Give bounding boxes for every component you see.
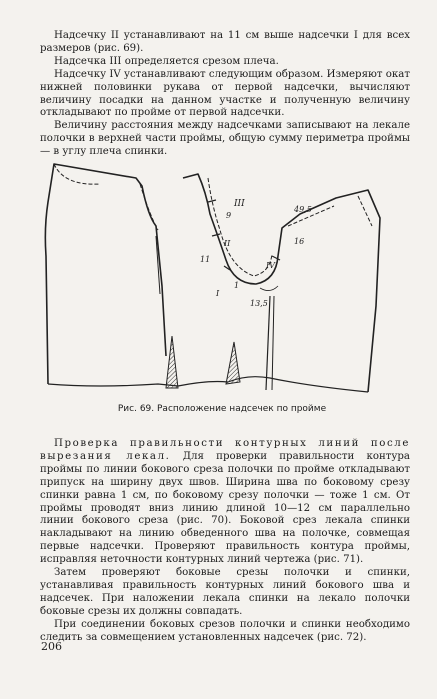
front-neck-seam [358, 196, 372, 226]
notch-iii [208, 200, 216, 202]
back-neck-seam [54, 164, 100, 184]
dart-right [226, 342, 240, 384]
front-armhole-seam [208, 178, 272, 276]
paragraph: Затем проверяют боковые срезы полочки и спинки, устанавливая правильность контурных линий бокового шва и надсечек. При наложении лекала спинки на лекало полочки боковые срезы их должны совпадать. [40, 567, 410, 617]
section-heading: Проверка правильности контурных линий после вырезания лекал. [40, 438, 410, 462]
label-9: 9 [226, 211, 232, 220]
label-iii: III [234, 199, 245, 209]
figure-69-pattern-drawing [38, 156, 410, 400]
bottom-text-block [40, 438, 410, 645]
side-line-2 [272, 296, 274, 390]
side-line [266, 296, 270, 390]
dart-left [166, 336, 178, 388]
label-16: 16 [294, 237, 305, 246]
hem-line [48, 377, 368, 392]
paragraph: При соединении боковых срезов полочки и спинки необходимо следить за совмещением установленных надсечек (рис. 72). [40, 618, 410, 643]
back-piece-outline [45, 164, 166, 384]
page-number: 206 [41, 640, 62, 653]
label-iv: IV [266, 261, 275, 270]
figure-caption: Рис. 69. Расположение надсечек по пройме [117, 404, 327, 414]
label-ii: II [224, 239, 231, 248]
notch-iv [272, 256, 280, 260]
top-text-block [40, 30, 410, 159]
label-13-5: 13,5 [250, 299, 268, 308]
paragraph: Надсечку IV устанавливают следующим образом. Измеряют окат нижней половинки рукава от первой надсечки, вычисляют величину посадки на данном участке и полученную величину откладывают по пройме от первой надсечки. [40, 68, 410, 119]
paragraph: Надсечка III определяется срезом плеча. [54, 55, 279, 67]
section-paragraph-1 [40, 438, 410, 567]
paragraph: Надсечку II устанавливают на 11 см выше надсечки I для всех размеров (рис. 69). [40, 30, 410, 54]
section-body: Для проверки правильности контура проймы по линии бокового среза полочки по пройме откладывают припуск на ширину двух швов. Ширина шва по боковому срезу спинки равна 1 см, по боковому срезу полочки — тоже 1 см. От проймы проводят вниз линию длиной 10—12 см параллельно линии бокового среза (рис. 70). Боковой срез лекала спинки накладывают на линию обведенного шва на полочке, совмещая первые надсечки. Проверяют правильность контура проймы, исправляя неточности контурных линий чертежа (рис. 71). [40, 450, 410, 566]
label-49-5: 49,5 [294, 205, 312, 214]
paragraph: Величину расстояния между надсечками записывают на лекале полочки в верхней части проймы, общую сумму периметра проймы — в углу плеча спинки. [40, 120, 410, 158]
label-11: 11 [200, 255, 211, 264]
label-1: 1 [234, 281, 240, 290]
notch-ii [212, 234, 220, 236]
label-i: I [216, 289, 220, 298]
measure-arrow [260, 286, 278, 291]
front-piece-outline [183, 174, 380, 392]
back-armhole-seam [140, 184, 158, 230]
